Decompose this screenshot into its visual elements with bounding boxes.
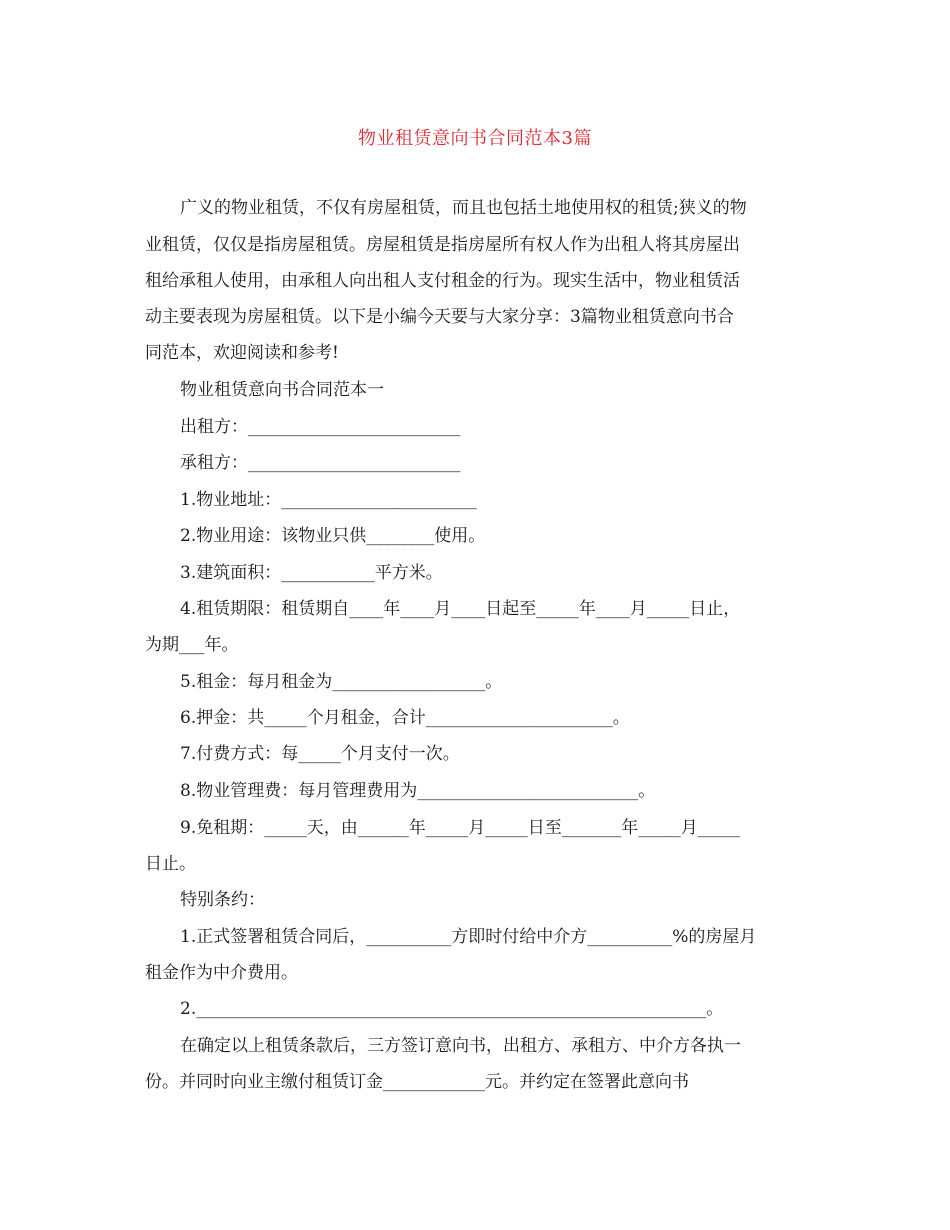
special-clause-2: 2.____________________________________________________________。 <box>180 999 724 1019</box>
paragraph-line: 动主要表现为房屋租赁。以下是小编今天要与大家分享：3篇物业租赁意向书合 <box>145 307 734 327</box>
form-line-address: 1.物业地址：_______________________ <box>180 490 477 510</box>
paragraph-line: 广义的物业租赁，不仅有房屋租赁，而且也包括土地使用权的租赁;狭义的物 <box>180 198 747 218</box>
form-line-lessee: 承租方：_________________________ <box>180 453 461 473</box>
form-line-deposit: 6.押金：共_____个月租金，合计______________________。 <box>180 708 630 728</box>
paragraph-line: 在确定以上租赁条款后，三方签订意向书，出租方、承租方、中介方各执一 <box>180 1036 741 1056</box>
form-line-usage: 2.物业用途：该物业只供________使用。 <box>180 526 486 546</box>
form-line-area: 3.建筑面积：___________平方米。 <box>180 563 443 583</box>
form-line-payment: 7.付费方式：每_____个月支付一次。 <box>180 744 460 764</box>
form-line-term-cont: 为期___年。 <box>145 635 239 655</box>
document-title: 物业租赁意向书合同范本3篇 <box>358 128 592 149</box>
form-line-management-fee: 8.物业管理费：每月管理费用为__________________________。 <box>180 781 656 801</box>
paragraph-line: 业租赁，仅仅是指房屋租赁。房屋租赁是指房屋所有权人作为出租人将其房屋出 <box>145 235 740 255</box>
special-clause-1: 1.正式签署租赁合同后，__________方即时付给中介方__________%的房屋月 <box>180 927 757 947</box>
paragraph-line: 份。并同时向业主缴付租赁订金____________元。并约定在签署此意向书 <box>145 1072 689 1092</box>
special-clause-1-cont: 租金作为中介费用。 <box>145 963 298 983</box>
section-heading: 物业租赁意向书合同范本一 <box>180 380 384 400</box>
paragraph-line: 租给承租人使用，由承租人向出租人支付租金的行为。现实生活中，物业租赁活 <box>145 271 740 291</box>
paragraph-line: 同范本，欢迎阅读和参考! <box>145 343 339 363</box>
form-line-lessor: 出租方：_________________________ <box>180 417 461 437</box>
form-line-term: 4.租赁期限：租赁期自____年____月____日起至_____年____月_____日止， <box>180 599 741 619</box>
form-line-rent: 5.租金：每月租金为__________________。 <box>180 672 503 692</box>
form-line-free-period: 9.免租期：_____天，由______年_____月_____日至_______年_____月_____ <box>180 818 741 838</box>
section-heading-special: 特别条约： <box>180 890 265 910</box>
form-line-free-period-cont: 日止。 <box>145 854 196 874</box>
